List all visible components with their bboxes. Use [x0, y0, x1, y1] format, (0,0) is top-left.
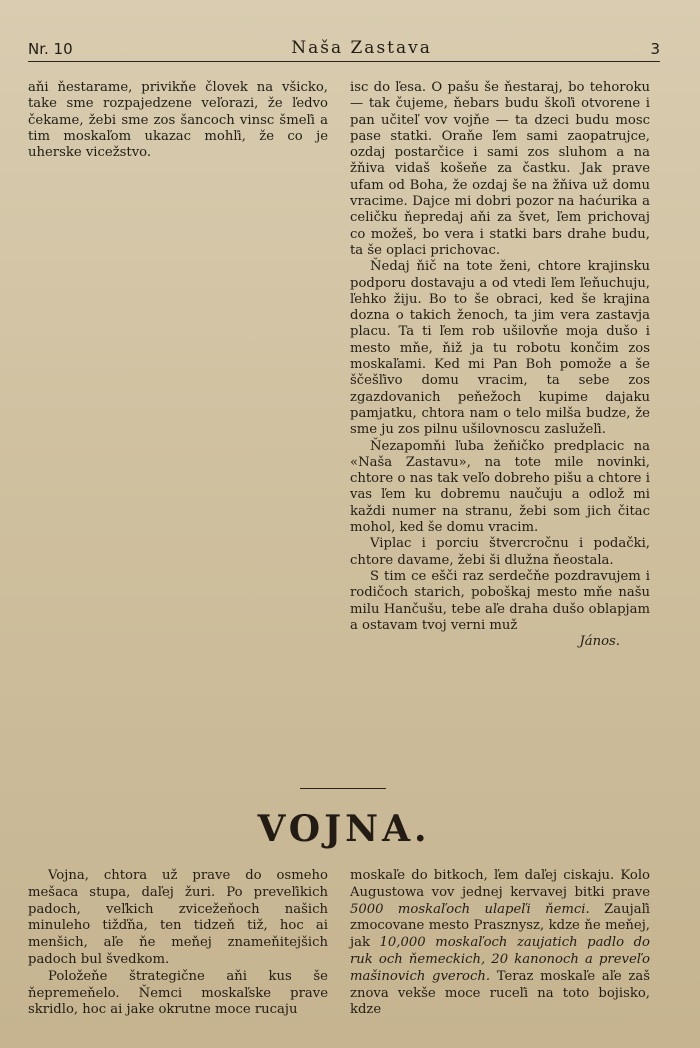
page-number: 3 — [650, 40, 660, 58]
page-header — [28, 36, 660, 62]
article-heading: VOJNA. — [257, 808, 431, 850]
newspaper-page — [28, 36, 660, 1026]
section-divider — [300, 788, 386, 789]
article-paragraph: Položeňe štrategične aňi kus še ňepremeňelo. Ňemci moskaľske prave skridlo, hoc ai jake okrutne moce rucaju — [28, 968, 328, 1018]
issue-number: Nr. 10 — [28, 40, 73, 58]
letter-paragraph: Viplac i porciu štvercročnu i podački, chtore davame, žebi ši dlužna ňeostala. — [350, 536, 650, 568]
article-column-left — [28, 868, 328, 1019]
article-emphasis: 5000 moskaľoch ulapeľi ňemci. — [350, 901, 590, 917]
newspaper-title: Naša Zastava — [291, 38, 432, 58]
article-column-right — [350, 868, 650, 1019]
letter-paragraph: Ňezapomňi ľuba žeňičko predplacic na «Naša Zastavu», na tote mile novinki, chtore o nas tak veľo dobreho pišu a chtore i vas ľem ku dobremu naučuju a odlož mi každi numer na stranu, žebi som jich čitac mohol, ked še domu vracim. — [350, 438, 650, 536]
letter-paragraph: Ňedaj ňič na tote ženi, chtore krajinsku podporu dostavaju a od vtedi ľem ľeňuchuju, ľehko žiju. Bo to še obraci, ked še krajina dozna o takich ženoch, ta jim vera zastavja placu. Ta ti ľem rob ušilovňe moja dušo i mesto mňe, ňiž ja tu robotu končim zos moskaľami. Ked mi Pan Boh pomože a še ščešľivo domu vracim, ta sebe zos zgazdovanich peňežoch kupime dajaku pamjatku, chtora nam o telo milša budze, že sme ju zos pilnu ušilovnoscu zaslužeľi. — [350, 259, 650, 438]
letter-signature: János. — [579, 634, 620, 650]
article-paragraph — [350, 868, 650, 1019]
article-text: Zaujaľi zmocovane mesto Prasznysz, kdze ňe meňej, jak — [350, 901, 650, 951]
letter-paragraph: aňi ňestarame, privikňe človek na všicko, take sme rozpajedzene veľorazi, že ľedvo čekame, žebi sme zos šancoch vinsc šmeľi a tim moskaľom ukazac mohľi, že co je uherske vicežstvo. — [28, 80, 328, 161]
letter-paragraph: isc do ľesa. O pašu še ňestaraj, bo tehoroku — tak čujeme, ňebars budu škoľi otvorene i pan učiteľ vov vojňe — ta dzeci budu mosc pase statki. Oraňe ľem sami zaopatrujce, ozdaj postarčice i sami zos sluhom a na žňiva vidaš košeňe za častku. Jak prave ufam od Boha, že ozdaj še na žňiva už domu vracime. Dajce mi dobri pozor na haćurika a celičku ňepredaj aňi za švet, ľem prichovaj co možeš, bo vera i statki bars drahe budu, ta še oplaci prichovac. — [350, 80, 650, 258]
letter-column-right — [350, 80, 650, 650]
article-emphasis: 10,000 moskaľoch zaujatich padlo do ruk och ňemeckich, 20 kanonoch a preveľo mašinovich gveroch. — [350, 935, 651, 984]
letter-paragraph: S tim ce ešči raz serdečňe pozdravujem i rodičoch starich, poboškaj mesto mňe našu milu Hančušu, tebe aľe draha dušo oblapjam a ostavam tvoj verni muž — [350, 568, 650, 633]
article-text: Teraz moskaľe aľe zaš znova vekše moce ruceľi na toto bojisko, kdze — [350, 968, 650, 1018]
article-text: moskaľe do bitkoch, ľem daľej ciskaju. Kolo Augustowa vov jednej kervavej bitki prave — [350, 868, 650, 900]
article-paragraph: Vojna, chtora už prave do osmeho mešaca stupa, daľej žuri. Po preveľikich padoch, veľkich zvicežeňoch našich minuleho tižďňa, ten tidzeň tiž, hoc ai menšich, aľe ňe meňej znameňitejšich padoch bul švedkom. — [28, 868, 328, 967]
letter-column-left — [28, 80, 328, 161]
